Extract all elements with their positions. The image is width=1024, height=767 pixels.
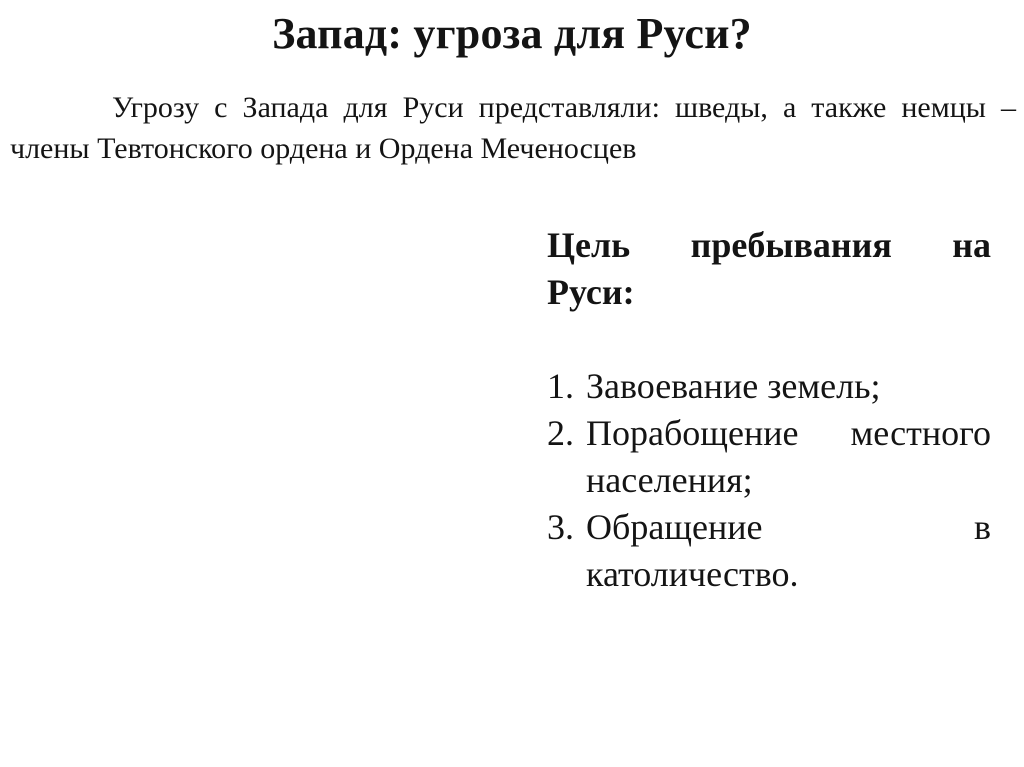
- list-item-number: 1.: [547, 366, 574, 406]
- slide-title: Запад: угроза для Руси?: [272, 9, 752, 58]
- list-item: [547, 410, 991, 504]
- list-item-line: населения;: [586, 460, 753, 500]
- list-item-word: Обращение: [586, 507, 763, 547]
- goals-heading-line-2: Руси:: [547, 272, 635, 312]
- list-item: [547, 363, 991, 410]
- list-item-line: [586, 410, 991, 457]
- list-item: [547, 504, 991, 598]
- list-item-text: [586, 504, 991, 598]
- list-item-word: в: [974, 507, 991, 547]
- list-item-number: 2.: [547, 413, 574, 453]
- list-item-word: местного: [850, 413, 991, 453]
- goals-block: [547, 222, 991, 598]
- list-item-number: 3.: [547, 507, 574, 547]
- goals-heading-word: на: [952, 225, 991, 265]
- list-item-text: [586, 410, 991, 504]
- list-item-text: Завоевание земель;: [586, 366, 881, 406]
- goals-heading-line-1: [547, 222, 991, 269]
- intro-paragraph: Угрозу с Запада для Руси представляли: шведы, а также немцы – члены Тевтонского ордена и Ордена Меченосцев: [10, 91, 1016, 165]
- goals-heading: [547, 222, 991, 316]
- list-item-line: католичество.: [586, 554, 799, 594]
- list-item-line: [586, 504, 991, 551]
- goals-heading-word: Цель: [547, 225, 631, 265]
- goals-list: [547, 363, 991, 598]
- list-item-word: Порабощение: [586, 413, 799, 453]
- goals-heading-word: пребывания: [690, 225, 892, 265]
